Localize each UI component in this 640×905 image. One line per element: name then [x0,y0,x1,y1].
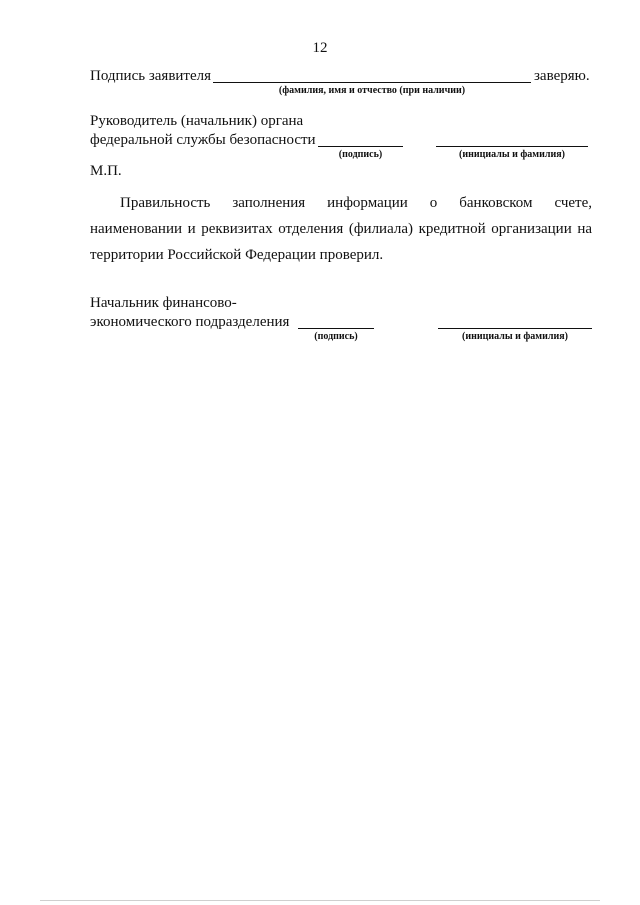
applicant-name-caption: (фамилия, имя и отчество (при наличии) [278,85,466,96]
verification-paragraph: Правильность заполнения информации о банковском счете, наименовании и реквизитах отделения (филиала) кредитной организации на территории Российской Федерации проверил. [90,195,592,263]
finance-head-title-line1: Начальник финансово- [90,295,237,311]
fsb-head-title-line1: Руководитель (начальник) органа [90,113,304,129]
stamp-place: М.П. [90,163,122,179]
applicant-certify-text: заверяю. [534,68,590,84]
finance-head-title-line2: экономического подразделения [90,314,290,330]
fsb-name-line [436,146,588,147]
applicant-name-line [213,82,531,83]
applicant-signature-label: Подпись заявителя [90,68,212,84]
fsb-signature-caption: (подпись) [338,149,383,160]
page-number: 12 [312,40,328,56]
finance-signature-line [298,328,374,329]
finance-name-line [438,328,592,329]
finance-name-caption: (инициалы и фамилия) [461,331,568,342]
fsb-name-caption: (инициалы и фамилия) [458,149,565,160]
finance-signature-caption: (подпись) [314,331,358,342]
fsb-head-title-line2: федеральной службы безопасности [90,132,316,148]
fsb-signature-line [318,146,403,147]
page-bottom-edge [40,900,600,901]
